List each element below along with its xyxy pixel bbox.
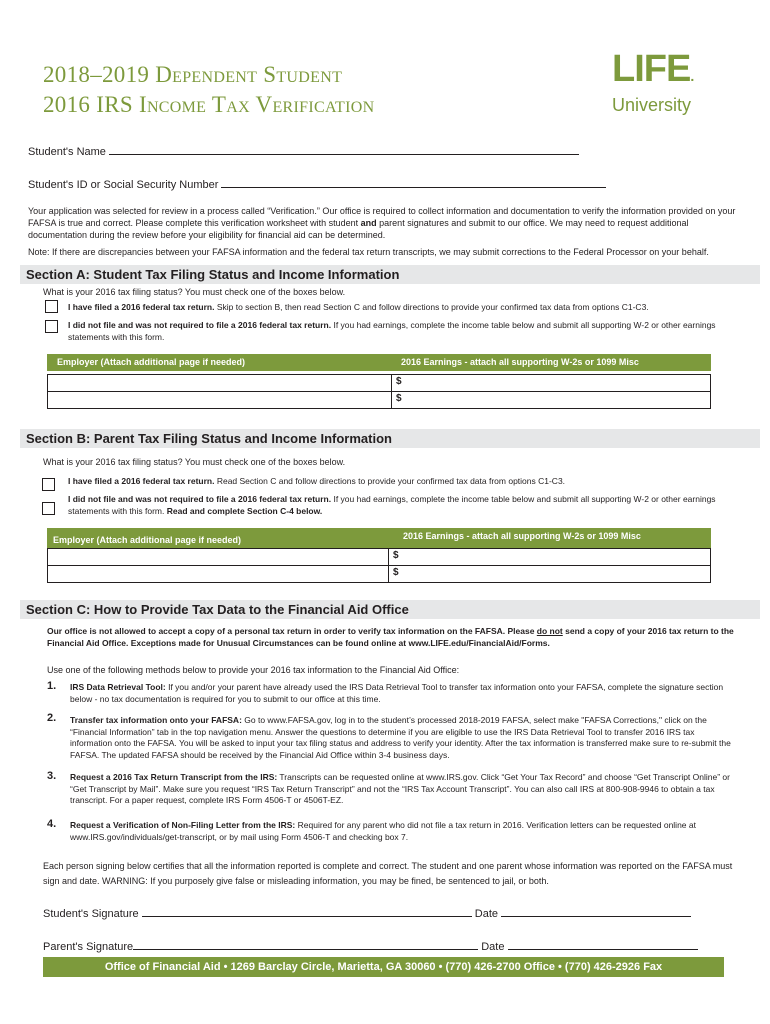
form-title-line-1: 2018–2019 Dependent Student [43, 62, 343, 87]
parent-signature-label: Parent's Signature [43, 941, 134, 953]
section-b-employer-cell-1[interactable] [47, 548, 389, 566]
section-a-filed-option: I have filed a 2016 federal tax return. Skip to section B, then read Section C and follow directions to provide your confirmed tax data from options C1-C3. [68, 302, 649, 312]
method-3-text: Request a 2016 Tax Return Transcript from the IRS: Transcripts can be requested online at www.IRS.gov. Click “Get Your Tax Record” and choose “Get Transcript Online” or “Get Transcript by Mail”. Make sure you request “IRS Tax Return Transcript” and not the “IRS Tax Account Transcript”. You can also call IRS at 800-908-9946 to obtain a tax transcript. For a paper request, complete IRS Form 4506-T or 4506T-EZ. [70, 772, 730, 805]
parent-signature-row [43, 939, 733, 954]
intro-paragraph: Your application was selected for review in a process called “Verification.” Our office is required to collect information and documentation to verify the information provided on your FAFSA is true and correct. Please complete this verification worksheet with student and parent signatures and submit to our office. We may need to request additional documentation during the review before your eligibility for financial aid can be determined. [28, 206, 736, 240]
section-c-heading: Section C: How to Provide Tax Data to the Financial Aid Office [20, 600, 760, 619]
student-signature-row [43, 906, 733, 921]
method-4-number: 4. [47, 818, 57, 830]
method-1-text: IRS Data Retrieval Tool: If you and/or your parent have already used the IRS Data Retrieval Tool to transfer tax information onto your FAFSA, complete the signature section below - no tax documentation is required for you to submit to our office at this time. [70, 682, 724, 704]
parent-signature-field[interactable] [133, 939, 478, 950]
section-b-heading: Section B: Parent Tax Filing Status and Income Information [20, 429, 760, 448]
footer-bar: Office of Financial Aid • 1269 Barclay Circle, Marietta, GA 30060 • (770) 426-2700 Office • (770) 426-2926 Fax [43, 957, 724, 977]
student-name-row [28, 144, 598, 159]
section-a-earnings-cell-1[interactable]: $ [391, 374, 711, 392]
section-b-not-filed-option: I did not file and was not required to file a 2016 federal tax return. If you had earnings, complete the income table below and submit all supporting W-2 or other earnings statements with this form. Read and complete Section C-4 below. [68, 494, 716, 516]
section-b-earnings-cell-2[interactable]: $ [388, 565, 711, 583]
method-4-text: Request a Verification of Non-Filing Letter from the IRS: Required for any parent who did not file a tax return in 2016. Verification letters can be requested online at www.IRS.gov/individuals/get-transcript, or by mail using Form 4506-T and checking box 7. [70, 820, 696, 842]
student-id-label: Student's ID or Social Security Number [28, 179, 219, 191]
section-a-question: What is your 2016 tax filing status? You must check one of the boxes below. [43, 287, 346, 297]
section-b-filed-checkbox[interactable] [42, 478, 55, 491]
student-name-field[interactable] [109, 144, 579, 155]
student-name-label: Student's Name [28, 146, 106, 158]
logo-mark: . [690, 68, 694, 84]
intro-note: Note: If there are discrepancies between your FAFSA information and the federal tax return transcripts, we may submit corrections to the Federal Processor on your behalf. [28, 247, 709, 257]
section-a-employer-cell-2[interactable] [47, 391, 392, 409]
logo-sub-text: University [612, 95, 692, 115]
student-signature-label: Student's Signature [43, 908, 139, 920]
section-a-employer-cell-1[interactable] [47, 374, 392, 392]
student-id-field[interactable] [221, 177, 606, 188]
employer-column-header: Employer (Attach additional page if needed) [53, 535, 242, 545]
student-date-label: Date [474, 908, 499, 920]
section-a-not-filed-option: I did not file and was not required to file a 2016 federal tax return. If you had earnings, complete the income table below and submit all supporting W-2 or other earnings statements with this form. [68, 320, 716, 342]
section-b-table-header [47, 528, 711, 548]
section-a-table-header [47, 354, 711, 371]
method-1-number: 1. [47, 680, 57, 692]
parent-date-field[interactable] [508, 939, 698, 950]
section-b-question: What is your 2016 tax filing status? You must check one of the boxes below. [43, 457, 346, 467]
section-c-warning: Our office is not allowed to accept a copy of a personal tax return in order to verify tax information on the FAFSA. Please do not send a copy of your 2016 tax return to the Financial Aid Office. Exceptions made for Unusual Circumstances can be found online at www.LIFE.edu/FinancialAid/Forms. [47, 626, 734, 648]
form-title-line-2: 2016 IRS Income Tax Verification [43, 92, 375, 117]
life-university-logo [612, 50, 732, 115]
employer-column-header: Employer (Attach additional page if needed) [57, 357, 246, 367]
student-signature-field[interactable] [142, 906, 472, 917]
section-a-not-filed-checkbox[interactable] [45, 320, 58, 333]
student-date-field[interactable] [501, 906, 691, 917]
method-3-number: 3. [47, 770, 57, 782]
student-id-row [28, 177, 628, 192]
section-a-filed-checkbox[interactable] [45, 300, 58, 313]
method-2-number: 2. [47, 712, 57, 724]
logo-main-text: LIFE [612, 48, 691, 90]
method-2-text: Transfer tax information onto your FAFSA: Go to www.FAFSA.gov, log in to the student’s processed 2018-2019 FAFSA, select make "FAFSA Corrections," click on the “Financial Information” tab in the top navigation menu. Answer the questions to determine if you are eligible to use the IRS Data Retrieval Tool to transfer 2016 IRS tax information onto the FAFSA. You will be asked to input your tax filing status and address to verify your identity. After the tax information is transferred make sure to re-submit the FAFSA. The updated FAFSA should be received by the Financial Aid Office within 3-4 business days. [70, 715, 731, 760]
earnings-column-header: 2016 Earnings - attach all supporting W-2s or 1099 Misc [401, 357, 639, 367]
section-b-earnings-cell-1[interactable]: $ [388, 548, 711, 566]
section-b-filed-option: I have filed a 2016 federal tax return. Read Section C and follow directions to provide your confirmed tax data from options C1-C3. [68, 476, 566, 486]
form-title [43, 60, 563, 120]
certification-text: Each person signing below certifies that all the information reported is complete and correct. The student and one parent whose information was reported on the FAFSA must sign and date. WARNING: If you purposely give false or misleading information, you may be fined, be sentenced to jail, or both. [43, 861, 733, 886]
section-b-not-filed-checkbox[interactable] [42, 502, 55, 515]
parent-date-label: Date [481, 941, 505, 953]
earnings-column-header: 2016 Earnings - attach all supporting W-2s or 1099 Misc [403, 531, 641, 541]
section-a-heading: Section A: Student Tax Filing Status and Income Information [20, 265, 760, 284]
section-b-employer-cell-2[interactable] [47, 565, 389, 583]
section-a-earnings-cell-2[interactable]: $ [391, 391, 711, 409]
section-c-use-one: Use one of the following methods below to provide your 2016 tax information to the Financial Aid Office: [47, 665, 460, 675]
